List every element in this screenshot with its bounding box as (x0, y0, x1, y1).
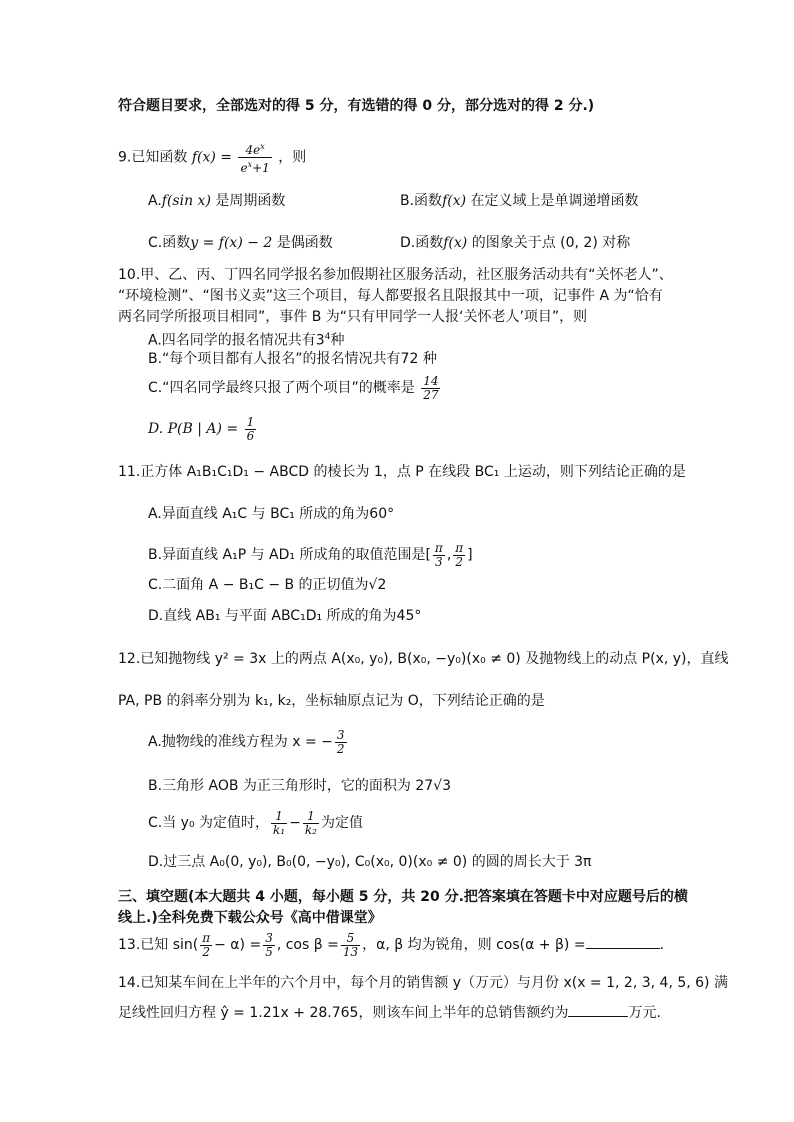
q9-option-c-prefix: C.函数 (148, 235, 191, 251)
q10-option-a-sup: 4 (324, 332, 331, 342)
q12-option-a-den: 2 (336, 741, 345, 756)
q11-option-d: D.直线 AB₁ 与平面 ABC₁D₁ 所成的角为45° (148, 608, 422, 624)
q13-mid-1: − α) = (214, 937, 262, 953)
q12-option-c-frac-1 (271, 810, 287, 837)
q10-option-c-fraction (421, 375, 440, 402)
q9-fraction (238, 140, 271, 175)
q13-end: . (659, 937, 665, 953)
q10-option-a (148, 328, 344, 350)
q13-frac-3-den: 13 (342, 944, 359, 959)
q14-line-1: 14.已知某车间在上半年的六个月中，每个月的销售额 y（万元）与月份 x(x = 1, 2, 3, 4, 5, 6) 满 (118, 975, 728, 991)
q11-option-a: A.异面直线 A₁C 与 BC₁ 所成的角为60° (148, 506, 395, 522)
q12-option-c-frac-1-num: 1 (271, 810, 287, 824)
q13-frac-1-den: 2 (202, 944, 210, 959)
q13-pre: 13.已知 sin( (118, 937, 199, 953)
q13-frac-2 (263, 932, 275, 959)
q9-option-b (400, 192, 639, 210)
q9-frac-den-sup: x (247, 160, 253, 169)
q11-option-b-post: ] (467, 547, 473, 563)
q11-option-b-frac-1-num: π (434, 540, 443, 555)
q9-frac-den-tail: +1 (252, 161, 270, 175)
q13-frac-1-num: π (202, 930, 211, 945)
q12-option-d: D.过三点 A₀(0, y₀), B₀(0, −y₀), C₀(x₀, 0)(x₀ ≠ 0) 的圆的周长大于 3π (148, 854, 592, 870)
q9-stem-suffix: ，则 (278, 149, 307, 166)
q9-stem (118, 140, 306, 175)
q14-line-2-post: 万元. (628, 1005, 661, 1021)
q12-option-c-pre: C.当 y₀ 为定值时， (148, 815, 270, 831)
q10-option-c (148, 373, 442, 403)
q14-answer-blank[interactable] (568, 1016, 628, 1017)
q13-post: ，α, β 均为锐角，则 cos(α + β) = (362, 937, 586, 953)
q9-option-b-text: 在定义域上是单调递增函数 (466, 193, 639, 209)
q12-option-c-minus: − (289, 815, 301, 831)
q12-option-a-text: A.抛物线的准线方程为 x = − (148, 734, 333, 750)
q12-option-b: B.三角形 AOB 为正三角形时，它的面积为 27√3 (148, 778, 452, 794)
q11-option-b-sep: , (446, 547, 452, 563)
q9-formula-lhs: f(x) = (191, 149, 232, 166)
q12-option-a-fraction (335, 729, 347, 756)
q9-option-a (148, 192, 285, 210)
q9-option-c-math: y = f(x) − 2 (190, 235, 273, 251)
q10-option-d-text: D. P(B | A) = (148, 421, 239, 437)
q9-option-b-math: f(x) (442, 193, 467, 209)
q9-option-d-math: f(x) (443, 235, 468, 251)
q13-frac-1 (200, 932, 212, 959)
q14-line-2-pre: 足线性回归方程 ŷ = 1.21x + 28.765，则该车间上半年的总销售额约为 (118, 1005, 569, 1021)
q10-line-2: “环境检测”、“图书义卖”这三个项目，每人都要报名且限报其中一项，记事件 A 为“恰有 (118, 288, 663, 304)
q11-option-b-frac-2 (453, 542, 465, 569)
q13-frac-3 (341, 932, 360, 959)
q10-option-d-den: 6 (246, 428, 255, 443)
q9-option-d (400, 234, 630, 252)
q10-line-1: 10.甲、乙、丙、丁四名同学报名参加假期社区服务活动，社区服务活动共有“关怀老人”、 (118, 267, 673, 283)
q12-line-1: 12.已知抛物线 y² = 3x 上的两点 A(x₀, y₀), B(x₀, −y₀)(x₀ ≠ 0) 及抛物线上的动点 P(x, y)，直线 (118, 651, 729, 667)
section-3-heading-line-2: 线上.)全科免费下载公众号《高中借课堂》 (118, 910, 382, 926)
section-3-heading-line-1: 三、填空题(本大题共 4 小题，每小题 5 分，共 20 分.把答案填在答题卡中对应题号后的横 (118, 889, 688, 905)
q11-option-b-frac-1 (433, 542, 445, 569)
q10-option-c-den: 27 (423, 387, 439, 402)
q12-option-c-frac-2-num: 1 (303, 810, 319, 824)
q11-option-b-frac-1-den: 3 (435, 554, 443, 569)
q9-stem-prefix: 9.已知函数 (118, 149, 188, 166)
q10-option-c-num: 14 (423, 373, 439, 388)
q12-option-c (148, 808, 363, 838)
q11-option-c: C.二面角 A − B₁C − B 的正切值为√2 (148, 577, 387, 593)
q10-option-c-text: C.“四名同学最终只报了两个项目”的概率是 (148, 380, 415, 396)
q9-frac-num-sup: x (260, 142, 265, 151)
q10-option-d (148, 414, 258, 444)
section-header-note: 符合题目要求，全部选对的得 5 分，有选错的得 0 分，部分选对的得 2 分.) (118, 98, 595, 114)
q10-option-d-fraction (245, 416, 257, 443)
q9-option-a-text: 是周期函数 (210, 193, 286, 209)
q11-stem: 11.正方体 A₁B₁C₁D₁ − ABCD 的棱长为 1，点 P 在线段 BC₁ 上运动，则下列结论正确的是 (118, 464, 686, 480)
q12-option-a (148, 727, 349, 757)
q12-option-a-num: 3 (336, 727, 345, 742)
q11-option-b-frac-2-den: 2 (455, 554, 464, 569)
q13-stem (118, 930, 664, 960)
q13-frac-3-num: 5 (341, 932, 360, 946)
q9-option-b-prefix: B.函数 (400, 193, 443, 209)
q10-option-d-num: 1 (246, 414, 255, 429)
q13-answer-blank[interactable] (586, 948, 660, 949)
q12-option-c-frac-2-den: k₂ (304, 822, 317, 837)
q9-option-c-text: 是偶函数 (272, 235, 333, 251)
q9-option-c (148, 234, 333, 252)
q9-option-a-prefix: A. (148, 193, 162, 209)
q9-frac-den: e (240, 161, 248, 175)
q9-option-d-text: 的图象关于点 (0, 2) 对称 (467, 235, 631, 251)
q9-option-d-prefix: D.函数 (400, 235, 444, 251)
q9-option-a-math: f(sin x) (161, 193, 211, 209)
q14-line-2 (118, 1004, 661, 1022)
q13-frac-2-num: 3 (265, 930, 273, 945)
q10-option-b: B.“每个项目都有人报名”的报名情况共有72 种 (148, 351, 437, 367)
q13-frac-2-den: 5 (265, 944, 273, 959)
q10-line-3: 两名同学所报项目相同”，事件 B 为“只有甲同学一人报‘关怀老人’项目”，则 (118, 309, 588, 325)
q13-mid-2: , cos β = (276, 937, 339, 953)
q10-option-a-text: A.四名同学的报名情况共有3 (148, 332, 325, 349)
q9-frac-num: 4e (245, 143, 261, 157)
q10-option-a-tail: 种 (330, 332, 345, 349)
q12-option-c-post: 为定值 (320, 815, 363, 831)
q12-option-c-frac-1-den: k₁ (273, 822, 286, 837)
q12-line-2: PA, PB 的斜率分别为 k₁, k₂，坐标轴原点记为 O，下列结论正确的是 (118, 693, 545, 709)
q12-option-c-frac-2 (303, 810, 319, 837)
q11-option-b (148, 540, 473, 570)
q11-option-b-pre: B.异面直线 A₁P 与 AD₁ 所成角的取值范围是[ (148, 547, 431, 563)
q11-option-b-frac-2-num: π (455, 540, 464, 555)
